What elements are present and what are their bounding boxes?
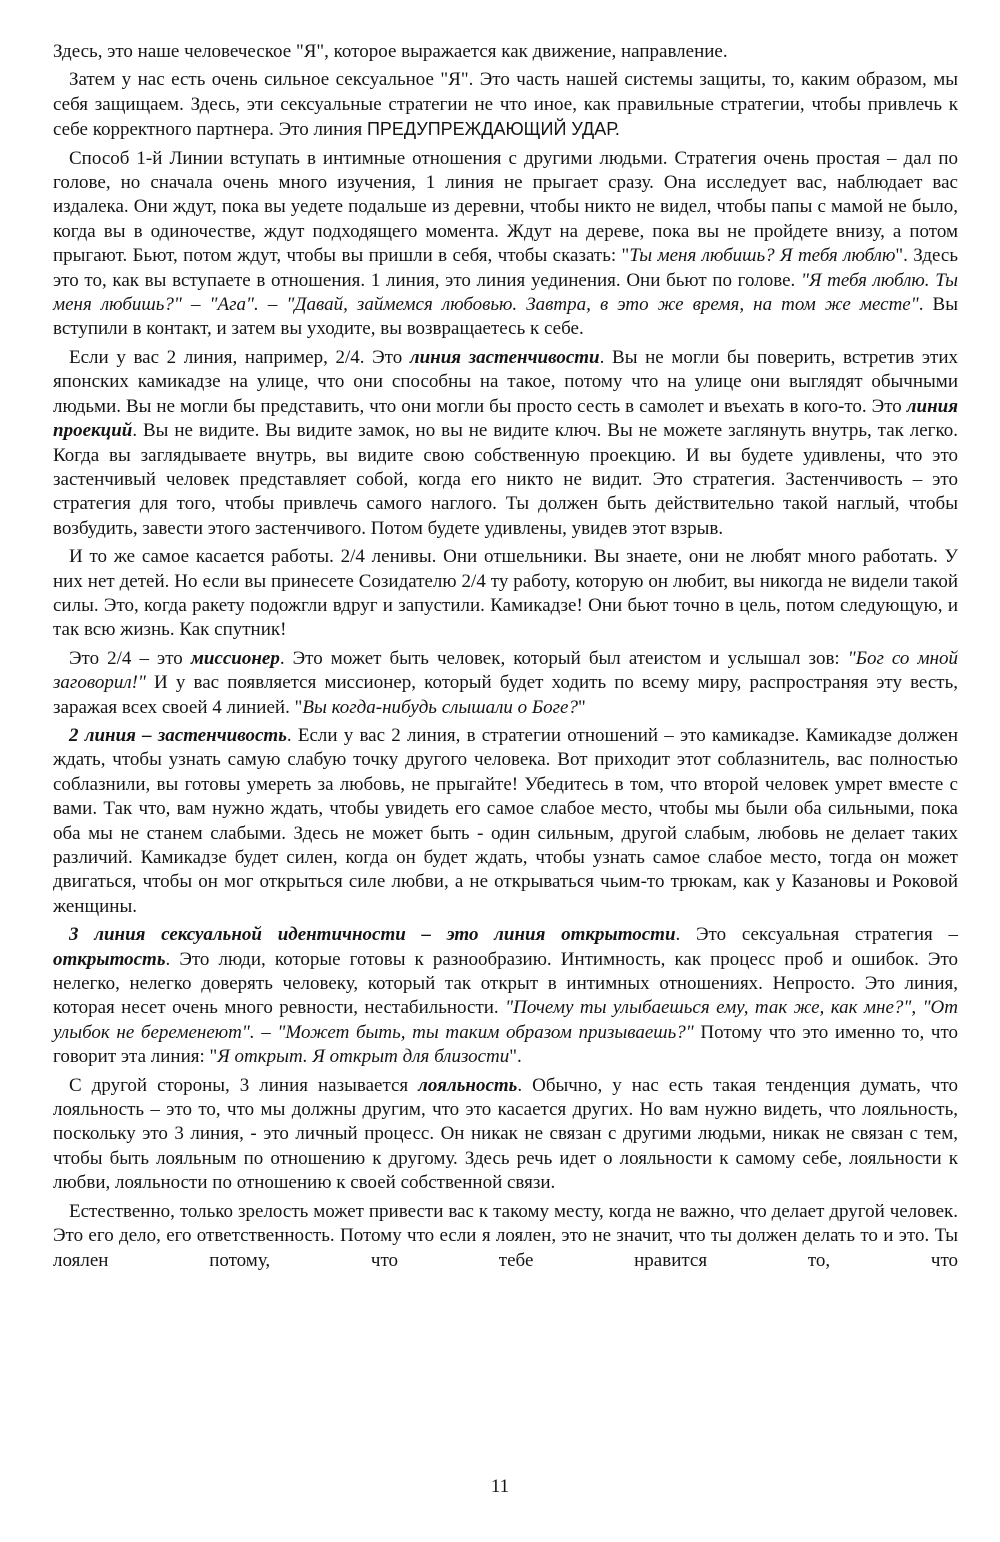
- paragraph: [53, 1074, 958, 1196]
- emphasized-text: лояльность: [418, 1074, 518, 1096]
- text-run: Это 2/4 – это: [69, 647, 191, 669]
- text-run: . Вы не могли бы поверить, встретив этих японских камикадзе на улице, что они способны на такое, потому что на улице они выглядят обычными людьми. Вы не могли бы представить, что они могли бы просто сесть в самолет и въехать в кого-то. Это: [53, 346, 958, 417]
- text-run: Здесь, это наше человеческое "Я", которое выражается как движение, направление.: [53, 41, 728, 62]
- paragraph: [53, 147, 958, 342]
- emphasized-text: Вы когда-нибудь слышали о Боге?: [302, 696, 578, 718]
- emphasized-text: Я открыт. Я открыт для близости: [217, 1046, 510, 1068]
- emphasized-text: линия проекций: [53, 395, 958, 442]
- text-run: . Это может быть человек, который был атеистом и услышал зов:: [279, 647, 848, 669]
- text-run: . Обычно, у нас есть такая тенденция думать, что лояльность – это то, что мы должны другим, что это касается других. Но вам нужно видеть, что лояльность, поскольку это 3 линия, - это личный процесс. Он никак не связан с другими людьми, никак не связан с тем, чтобы быть лояльным по отношению к другому. Здесь речь идет о лояльности к самому себе, лояльности к любви, лояльности по отношению к своей собственной связи.: [53, 1074, 958, 1194]
- text-run: . Если у вас 2 линия, в стратегии отношений – это камикадзе. Камикадзе должен ждать, чтобы узнать самую слабую точку другого человека. Вот приходит этот соблазнитель, вас полностью соблазнили, вы готовы умереть за любовь, не прыгайте! Убедитесь в том, что второй человек умрет вместе с вами. Так что, вам нужно ждать, чтобы увидеть его самое слабое место, чтобы мы были оба сильными, пока оба мы не станем слабыми. Здесь не может быть - один сильным, другой слабым, любовь не делает таких различий. Камикадзе будет силен, когда он будет ждать, чтобы узнать самое слабое место, тогда он может двигаться, чтобы он мог открыться силе любви, а не открываться чьим-то трюкам, как у Казановы и Роковой женщины.: [53, 724, 958, 917]
- text-run: . Это люди, которые готовы к разнообразию. Интимность, как процесс проб и ошибок. Это нелегко, нелегко доверять человеку, который так открыт в интимных отношениях. Непросто. Это линия, которая несет очень много ревности, нестабильности.: [53, 948, 958, 1019]
- text-run: Способ 1-й Линии вступать в интимные отношения с другими людьми. Стратегия очень простая – дал по голове, но сначала очень много изучения, 1 линия не прыгает сразу. Она исследует вас, наблюдает вас издалека. Они ждут, пока вы уедете подальше из деревни, чтобы никто не видел, чтобы папы с мамой не было, когда вы в одиночестве, ждут подходящего момента. Ждут на дереве, пока вы не пройдете внизу, а потом прыгают. Бьют, потом ждут, чтобы вы пришли в себя, чтобы сказать: ": [53, 147, 958, 267]
- text-run: И то же самое касается работы. 2/4 ленивы. Они отшельники. Вы знаете, они не любят много работать. У них нет детей. Но если вы принесете Созидателю 2/4 ту работу, которую он любит, вы никогда не видели такой силы. Это, когда ракету подожгли вдруг и запустили. Камикадзе! Они бьют точно в цель, потом следующую, и так всю жизнь. Как спутник!: [53, 546, 958, 641]
- paragraph: [53, 1200, 958, 1273]
- paragraph: [53, 647, 958, 720]
- emphasized-text: 2 линия – застенчивость: [69, 724, 287, 746]
- emphasized-text: "Бог со мной заговорил!": [53, 647, 958, 694]
- text-run: . Это сексуальная стратегия –: [675, 924, 958, 946]
- text-run: Потому что это именно то, что говорит эта линия: ": [53, 1021, 959, 1068]
- text-run: И у вас появляется миссионер, который будет ходить по всему миру, распространяя эту весть, заражая всех своей 4 линией. ": [53, 672, 958, 718]
- paragraph: [53, 545, 958, 643]
- emphasized-text: открытость: [53, 948, 166, 970]
- text-run: С другой стороны, 3 линия называется: [69, 1074, 419, 1096]
- text-run: . Вы вступили в контакт, и затем вы уходите, вы возвращаетесь к себе.: [53, 294, 958, 340]
- emphasized-text: миссионер: [190, 647, 280, 669]
- emphasized-text: 3 линия сексуальной идентичности – это линия открытости: [69, 924, 676, 946]
- paragraph: [53, 68, 958, 142]
- paragraph: [53, 40, 958, 64]
- page-number: 11: [490, 1476, 510, 1497]
- body-text: [53, 40, 958, 1277]
- text-run: Затем у нас есть очень сильное сексуальное "Я". Это часть нашей системы защиты, то, каким образом, мы себя защищаем. Здесь, эти сексуальные стратегии не что иное, как правильные стратегии, чтобы привлечь к себе корректного партнера. Это линия: [53, 69, 958, 141]
- text-run: . Вы не видите. Вы видите замок, но вы не видите ключ. Вы не можете заглянуть внутрь, так легко. Когда вы заглядываете внутрь, вы видите свою собственную проекцию. И вы будете удивлены, что это застенчивый человек представляет собой, когда его никто не видит. Это стратегия. Застенчивость – это стратегия для того, чтобы привлечь самого наглого. Ты должен быть действительно такой наглый, чтобы возбудить, завести этого застенчивого. Потом будете удивлены, увидев этот взрыв.: [53, 420, 958, 539]
- text-run: Естественно, только зрелость может привести вас к такому месту, когда не важно, что делает другой человек. Это его дело, его ответственность. Потому что если я лоялен, это не значит, что ты должен делать то и это. Ты лоялен потому, что тебе нравится то, что: [53, 1200, 958, 1271]
- emphasized-text: "Я тебя люблю. Ты меня любишь?" – "Ага". – "Давай, займемся любовью. Завтра, в это же время, на том же месте": [53, 269, 958, 316]
- emphasized-text: линия застенчивости: [409, 346, 600, 368]
- text-run: ". Здесь это то, как вы вступаете в отношения. 1 линия, это линия уединения. Они бьют по голове.: [53, 245, 959, 291]
- paragraph: [53, 724, 958, 919]
- paragraph: [53, 923, 958, 1069]
- text-run: Если у вас 2 линия, например, 2/4. Это: [69, 346, 410, 368]
- paragraph: [53, 346, 958, 541]
- text-run: ": [577, 696, 586, 718]
- emphasized-text: Ты меня любишь? Я тебя люблю: [629, 245, 896, 267]
- text-run: ".: [509, 1046, 522, 1068]
- emphasized-text: ПРЕДУПРЕЖДАЮЩИЙ УДАР.: [366, 119, 620, 140]
- emphasized-text: "Почему ты улыбаешься ему, так же, как мне?", "От улыбок не беременеют". – "Может быть, ты таким образом призываешь?": [53, 997, 959, 1043]
